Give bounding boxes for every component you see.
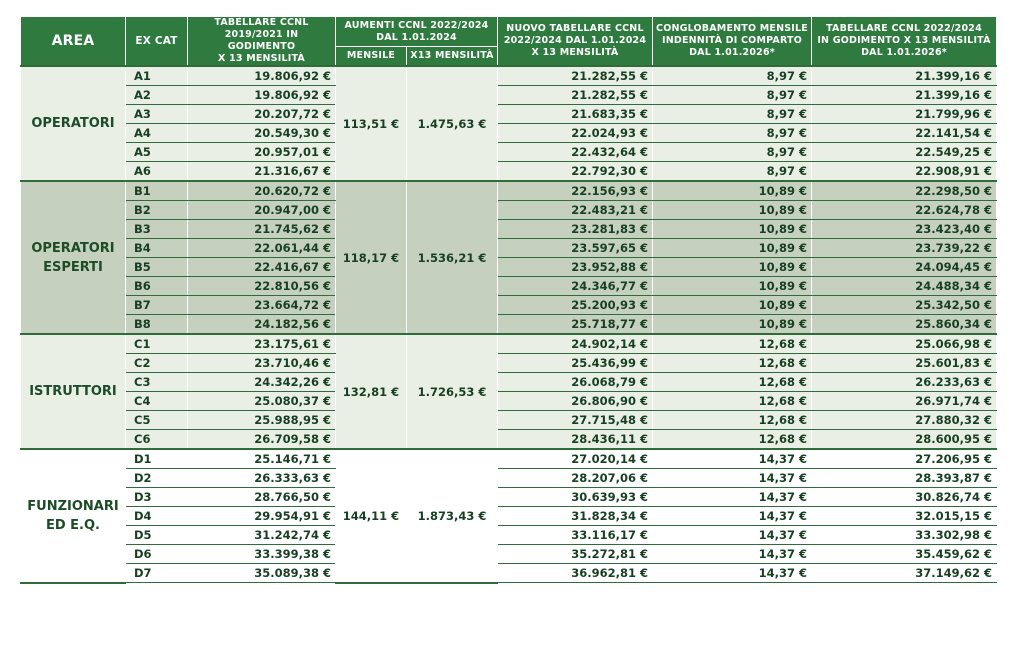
ex-cat-cell: B1: [126, 181, 188, 201]
tabellare-2022-cell: 37.149,62 €: [812, 564, 997, 583]
tabellare-2022-cell: 25.342,50 €: [812, 296, 997, 315]
area-label: [21, 334, 126, 449]
conglobamento-cell: 12,68 €: [653, 354, 812, 373]
table-row: [21, 220, 997, 239]
nuovo-tabellare-cell: 24.346,77 €: [498, 277, 653, 296]
area-label-line: OPERATORI: [31, 240, 115, 256]
ex-cat-cell: B3: [126, 220, 188, 239]
header-line: DAL 1.01.2024: [376, 31, 457, 43]
tabellare-2019-cell: 23.710,46 €: [188, 354, 336, 373]
table-row: [21, 545, 997, 564]
header-line: 2022/2024 DAL 1.01.2024: [503, 35, 647, 46]
conglobamento-cell: 12,68 €: [653, 411, 812, 430]
ex-cat-cell: D6: [126, 545, 188, 564]
table-row: [21, 392, 997, 411]
aumento-mensile-cell: 132,81 €: [336, 334, 407, 449]
conglobamento-cell: 10,89 €: [653, 220, 812, 239]
tabellare-2022-cell: 21.799,96 €: [812, 105, 997, 124]
tabellare-2022-cell: 27.880,32 €: [812, 411, 997, 430]
ex-cat-cell: C3: [126, 373, 188, 392]
tabellare-2022-cell: 22.549,25 €: [812, 143, 997, 162]
nuovo-tabellare-cell: 22.024,93 €: [498, 124, 653, 143]
tabellare-2019-cell: 20.549,30 €: [188, 124, 336, 143]
conglobamento-cell: 10,89 €: [653, 201, 812, 220]
nuovo-tabellare-cell: 23.597,65 €: [498, 239, 653, 258]
table-body: [21, 66, 997, 583]
aumento-mensile-cell: 144,11 €: [336, 449, 407, 583]
aumento-x13-cell: 1.536,21 €: [407, 181, 498, 334]
ex-cat-cell: C4: [126, 392, 188, 411]
tabellare-2019-cell: 25.146,71 €: [188, 449, 336, 469]
header-line: 2019/2021 IN GODIMENTO: [224, 29, 299, 52]
tabellare-2022-cell: 23.423,40 €: [812, 220, 997, 239]
header-line: NUOVO TABELLARE CCNL: [506, 23, 644, 34]
nuovo-tabellare-cell: 23.952,88 €: [498, 258, 653, 277]
ex-cat-cell: A1: [126, 66, 188, 86]
header-line: AUMENTI CCNL 2022/2024: [344, 19, 489, 31]
table-row: [21, 143, 997, 162]
tabellare-2019-cell: 22.061,44 €: [188, 239, 336, 258]
table-row: [21, 334, 997, 354]
nuovo-tabellare-cell: 23.281,83 €: [498, 220, 653, 239]
table-row: [21, 373, 997, 392]
table-row: [21, 258, 997, 277]
ex-cat-cell: D3: [126, 488, 188, 507]
tabellare-2019-cell: 25.988,95 €: [188, 411, 336, 430]
tabellare-2022-cell: 33.302,98 €: [812, 526, 997, 545]
tabellare-2019-cell: 19.806,92 €: [188, 66, 336, 86]
conglobamento-cell: 10,89 €: [653, 277, 812, 296]
conglobamento-cell: 12,68 €: [653, 392, 812, 411]
table-row: [21, 277, 997, 296]
table-row: [21, 449, 997, 469]
tabellare-2022-cell: 25.066,98 €: [812, 334, 997, 354]
header-line: DAL 1.01.2026*: [689, 47, 775, 58]
aumento-mensile-cell: 118,17 €: [336, 181, 407, 334]
tabellare-2019-cell: 29.954,91 €: [188, 507, 336, 526]
ex-cat-cell: D4: [126, 507, 188, 526]
table-row: [21, 296, 997, 315]
conglobamento-cell: 10,89 €: [653, 258, 812, 277]
aumento-x13-cell: 1.873,43 €: [407, 449, 498, 583]
header-line: CONGLOBAMENTO MENSILE: [656, 23, 808, 34]
nuovo-tabellare-cell: 24.902,14 €: [498, 334, 653, 354]
tabellare-2022-cell: 26.971,74 €: [812, 392, 997, 411]
ex-cat-cell: A3: [126, 105, 188, 124]
ex-cat-cell: C2: [126, 354, 188, 373]
nuovo-tabellare-cell: 21.683,35 €: [498, 105, 653, 124]
table-row: [21, 526, 997, 545]
tabellare-2022-cell: 28.600,95 €: [812, 430, 997, 450]
tabellare-2022-cell: 21.399,16 €: [812, 86, 997, 105]
tabellare-2022-cell: 27.206,95 €: [812, 449, 997, 469]
nuovo-tabellare-cell: 22.483,21 €: [498, 201, 653, 220]
tabellare-2019-cell: 25.080,37 €: [188, 392, 336, 411]
conglobamento-cell: 10,89 €: [653, 239, 812, 258]
tabellare-2019-cell: 23.175,61 €: [188, 334, 336, 354]
header-ex-cat: EX CAT: [126, 17, 188, 67]
tabellare-2019-cell: 24.342,26 €: [188, 373, 336, 392]
tabellare-2019-cell: 20.947,00 €: [188, 201, 336, 220]
tabellare-2019-cell: 26.333,63 €: [188, 469, 336, 488]
aumento-mensile-cell: 113,51 €: [336, 66, 407, 181]
table-row: [21, 411, 997, 430]
area-label-line: OPERATORI: [31, 116, 115, 131]
tabellare-2019-cell: 28.766,50 €: [188, 488, 336, 507]
header-line: X 13 MENSILITÀ: [218, 53, 305, 64]
tabellare-2022-cell: 25.860,34 €: [812, 315, 997, 335]
nuovo-tabellare-cell: 27.020,14 €: [498, 449, 653, 469]
header-nuovo-tabellare: [498, 17, 653, 67]
ex-cat-cell: D2: [126, 469, 188, 488]
nuovo-tabellare-cell: 28.436,11 €: [498, 430, 653, 450]
aumento-x13-cell: 1.726,53 €: [407, 334, 498, 449]
area-label-line: ESPERTI: [43, 259, 103, 275]
tabellare-2022-cell: 23.739,22 €: [812, 239, 997, 258]
ex-cat-cell: A5: [126, 143, 188, 162]
conglobamento-cell: 8,97 €: [653, 105, 812, 124]
tabellare-2022-cell: 22.624,78 €: [812, 201, 997, 220]
ex-cat-cell: C1: [126, 334, 188, 354]
tabellare-2019-cell: 24.182,56 €: [188, 315, 336, 335]
header-line: DAL 1.01.2026*: [861, 47, 947, 58]
tabellare-2022-cell: 22.908,91 €: [812, 162, 997, 182]
tabellare-2019-cell: 26.709,58 €: [188, 430, 336, 450]
area-label-line: ISTRUTTORI: [29, 384, 117, 399]
nuovo-tabellare-cell: 26.806,90 €: [498, 392, 653, 411]
ex-cat-cell: B2: [126, 201, 188, 220]
table-row: [21, 105, 997, 124]
ex-cat-cell: B4: [126, 239, 188, 258]
ex-cat-cell: C6: [126, 430, 188, 450]
tabellare-2022-cell: 26.233,63 €: [812, 373, 997, 392]
tabellare-2019-cell: 22.810,56 €: [188, 277, 336, 296]
tabellare-2019-cell: 20.207,72 €: [188, 105, 336, 124]
salary-table: [20, 16, 997, 584]
ex-cat-cell: C5: [126, 411, 188, 430]
nuovo-tabellare-cell: 36.962,81 €: [498, 564, 653, 583]
conglobamento-cell: 10,89 €: [653, 181, 812, 201]
table-row: [21, 488, 997, 507]
area-label-line: FUNZIONARI: [27, 498, 119, 514]
nuovo-tabellare-cell: 30.639,93 €: [498, 488, 653, 507]
tabellare-2019-cell: 21.316,67 €: [188, 162, 336, 182]
conglobamento-cell: 12,68 €: [653, 334, 812, 354]
tabellare-2019-cell: 21.745,62 €: [188, 220, 336, 239]
nuovo-tabellare-cell: 22.432,64 €: [498, 143, 653, 162]
tabellare-2022-cell: 24.488,34 €: [812, 277, 997, 296]
header-line: INDENNITÀ DI COMPARTO: [661, 35, 802, 46]
conglobamento-cell: 14,37 €: [653, 564, 812, 583]
table-row: [21, 181, 997, 201]
tabellare-2019-cell: 23.664,72 €: [188, 296, 336, 315]
table-row: [21, 315, 997, 335]
table-row: [21, 239, 997, 258]
table-row: [21, 354, 997, 373]
nuovo-tabellare-cell: 25.436,99 €: [498, 354, 653, 373]
table-row: [21, 564, 997, 583]
nuovo-tabellare-cell: 21.282,55 €: [498, 86, 653, 105]
table-row: [21, 430, 997, 450]
ex-cat-cell: A4: [126, 124, 188, 143]
nuovo-tabellare-cell: 31.828,34 €: [498, 507, 653, 526]
nuovo-tabellare-cell: 22.792,30 €: [498, 162, 653, 182]
table-row: [21, 124, 997, 143]
conglobamento-cell: 12,68 €: [653, 430, 812, 450]
nuovo-tabellare-cell: 25.200,93 €: [498, 296, 653, 315]
ex-cat-cell: D1: [126, 449, 188, 469]
tabellare-2022-cell: 35.459,62 €: [812, 545, 997, 564]
tabellare-2022-cell: 25.601,83 €: [812, 354, 997, 373]
conglobamento-cell: 8,97 €: [653, 124, 812, 143]
tabellare-2022-cell: 32.015,15 €: [812, 507, 997, 526]
conglobamento-cell: 14,37 €: [653, 488, 812, 507]
tabellare-2019-cell: 33.399,38 €: [188, 545, 336, 564]
ex-cat-cell: B5: [126, 258, 188, 277]
table-row: [21, 162, 997, 182]
conglobamento-cell: 14,37 €: [653, 545, 812, 564]
header-line: X 13 MENSILITÀ: [531, 47, 619, 58]
tabellare-2019-cell: 35.089,38 €: [188, 564, 336, 583]
conglobamento-cell: 14,37 €: [653, 449, 812, 469]
table-row: [21, 469, 997, 488]
tabellare-2019-cell: 20.620,72 €: [188, 181, 336, 201]
table-row: [21, 507, 997, 526]
tabellare-2022-cell: 30.826,74 €: [812, 488, 997, 507]
header-conglobamento: [653, 17, 812, 67]
header-line: TABELLARE CCNL: [214, 17, 309, 28]
aumento-x13-cell: 1.475,63 €: [407, 66, 498, 181]
table-row: [21, 66, 997, 86]
nuovo-tabellare-cell: 26.068,79 €: [498, 373, 653, 392]
conglobamento-cell: 8,97 €: [653, 66, 812, 86]
ex-cat-cell: B8: [126, 315, 188, 335]
tabellare-2019-cell: 19.806,92 €: [188, 86, 336, 105]
ex-cat-cell: D7: [126, 564, 188, 583]
tabellare-2019-cell: 20.957,01 €: [188, 143, 336, 162]
header-aumenti: [336, 17, 498, 47]
table-row: [21, 86, 997, 105]
ex-cat-cell: B7: [126, 296, 188, 315]
conglobamento-cell: 10,89 €: [653, 296, 812, 315]
tabellare-2022-cell: 22.141,54 €: [812, 124, 997, 143]
conglobamento-cell: 10,89 €: [653, 315, 812, 335]
ex-cat-cell: A2: [126, 86, 188, 105]
area-label: [21, 181, 126, 334]
nuovo-tabellare-cell: 35.272,81 €: [498, 545, 653, 564]
tabellare-2022-cell: 24.094,45 €: [812, 258, 997, 277]
tabellare-2022-cell: 22.298,50 €: [812, 181, 997, 201]
header-area: AREA: [21, 17, 126, 67]
nuovo-tabellare-cell: 27.715,48 €: [498, 411, 653, 430]
header-line: IN GODIMENTO X 13 MENSILITÀ: [817, 35, 991, 46]
conglobamento-cell: 14,37 €: [653, 507, 812, 526]
header-tabellare-2019: [188, 17, 336, 67]
conglobamento-cell: 14,37 €: [653, 469, 812, 488]
area-label: [21, 66, 126, 181]
nuovo-tabellare-cell: 28.207,06 €: [498, 469, 653, 488]
conglobamento-cell: 8,97 €: [653, 86, 812, 105]
header-mensile: MENSILE: [336, 47, 407, 66]
tabellare-2022-cell: 21.399,16 €: [812, 66, 997, 86]
header-x13: X13 MENSILITÀ: [407, 47, 498, 66]
header-line: TABELLARE CCNL 2022/2024: [826, 23, 982, 34]
conglobamento-cell: 8,97 €: [653, 143, 812, 162]
tabellare-2019-cell: 31.242,74 €: [188, 526, 336, 545]
ex-cat-cell: D5: [126, 526, 188, 545]
conglobamento-cell: 12,68 €: [653, 373, 812, 392]
area-label-line: ED E.Q.: [45, 517, 100, 533]
header-tabellare-2022: [812, 17, 997, 67]
conglobamento-cell: 14,37 €: [653, 526, 812, 545]
area-label: [21, 449, 126, 583]
ex-cat-cell: B6: [126, 277, 188, 296]
table-row: [21, 201, 997, 220]
tabellare-2019-cell: 22.416,67 €: [188, 258, 336, 277]
conglobamento-cell: 8,97 €: [653, 162, 812, 182]
tabellare-2022-cell: 28.393,87 €: [812, 469, 997, 488]
table-header: [21, 17, 997, 67]
nuovo-tabellare-cell: 22.156,93 €: [498, 181, 653, 201]
ex-cat-cell: A6: [126, 162, 188, 182]
nuovo-tabellare-cell: 21.282,55 €: [498, 66, 653, 86]
nuovo-tabellare-cell: 33.116,17 €: [498, 526, 653, 545]
nuovo-tabellare-cell: 25.718,77 €: [498, 315, 653, 335]
